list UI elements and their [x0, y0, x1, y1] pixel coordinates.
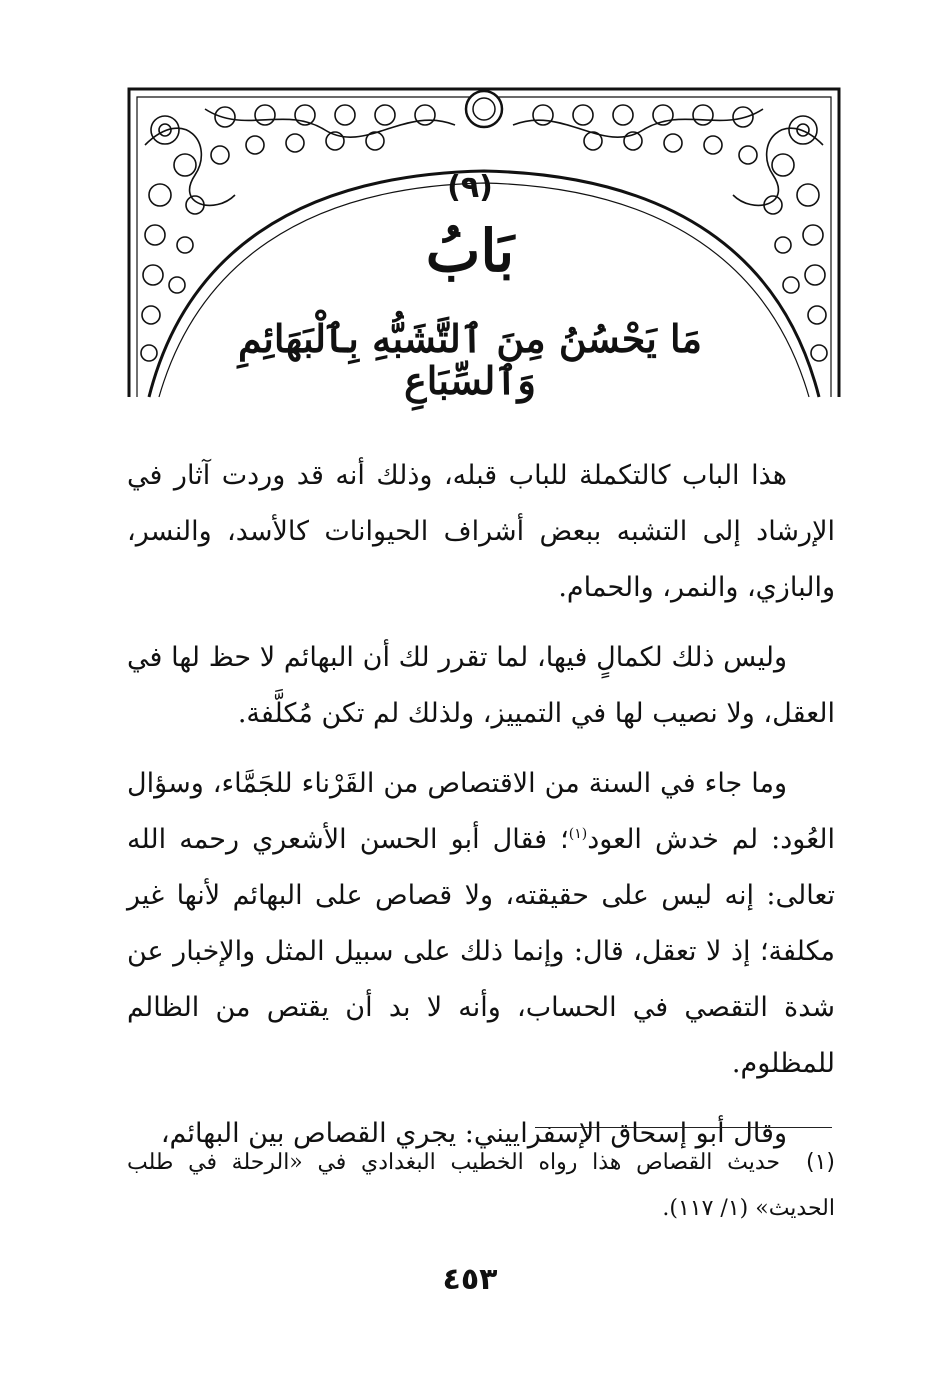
paragraph-text: ؛ فقال أبو الحسن الأشعري رحمه الله تعالى: إنه ليس على حقيقته، ولا قصاص على البهائم لأنها غير مكلفة؛ إذ لا تعقل، قال: وإنما ذلك على سبيل المثل والإخبار عن شدة التقصي في الحساب، وأنه لا بد أن يقتص من الظالم للمظلوم.	[127, 824, 835, 1079]
paragraph: وقال أبو إسحاق الإسفراييني: يجري القصاص بين البهائم،	[160, 1118, 787, 1149]
paragraph: وليس ذلك لكمالٍ فيها، لما تقرر لك أن البهائم لا حظ لها في العقل، ولا نصيب لها في التمييز، ولذلك لم تكن مُكلَّفة.	[127, 642, 835, 729]
footnote-text: حديث القصاص هذا رواه الخطيب البغدادي في «الرحلة في طلب الحديث» (١/ ١١٧).	[127, 1150, 835, 1221]
chapter-number: (٩)	[447, 170, 493, 205]
footnote-marker: (١)	[805, 1150, 835, 1175]
footnote-divider	[535, 1127, 832, 1128]
chapter-heading-word: بَابُ	[425, 217, 515, 285]
chapter-title: مَا يَحْسُنُ مِنَ ٱلتَّشَبُّهِ بِٱلْبَهَائِمِ وَٱلسِّبَاعِ	[238, 316, 702, 403]
body-text	[127, 448, 835, 1176]
footnote-reference[interactable]: (١)	[568, 826, 588, 842]
paragraph: هذا الباب كالتكملة للباب قبله، وذلك أنه قد وردت آثار في الإرشاد إلى التشبه ببعض أشراف الحيوانات كالأسد، والنسر، والبازي، والنمر، والحمام.	[127, 460, 835, 603]
paragraph-text: وما جاء في السنة من الاقتصاص من القَرْناء للجَمَّاء، وسؤال العُود: لم خدش العود	[127, 768, 835, 855]
page-number: ٤٥٣	[442, 1262, 498, 1297]
paragraph	[127, 756, 835, 1092]
footnote	[127, 1140, 835, 1232]
